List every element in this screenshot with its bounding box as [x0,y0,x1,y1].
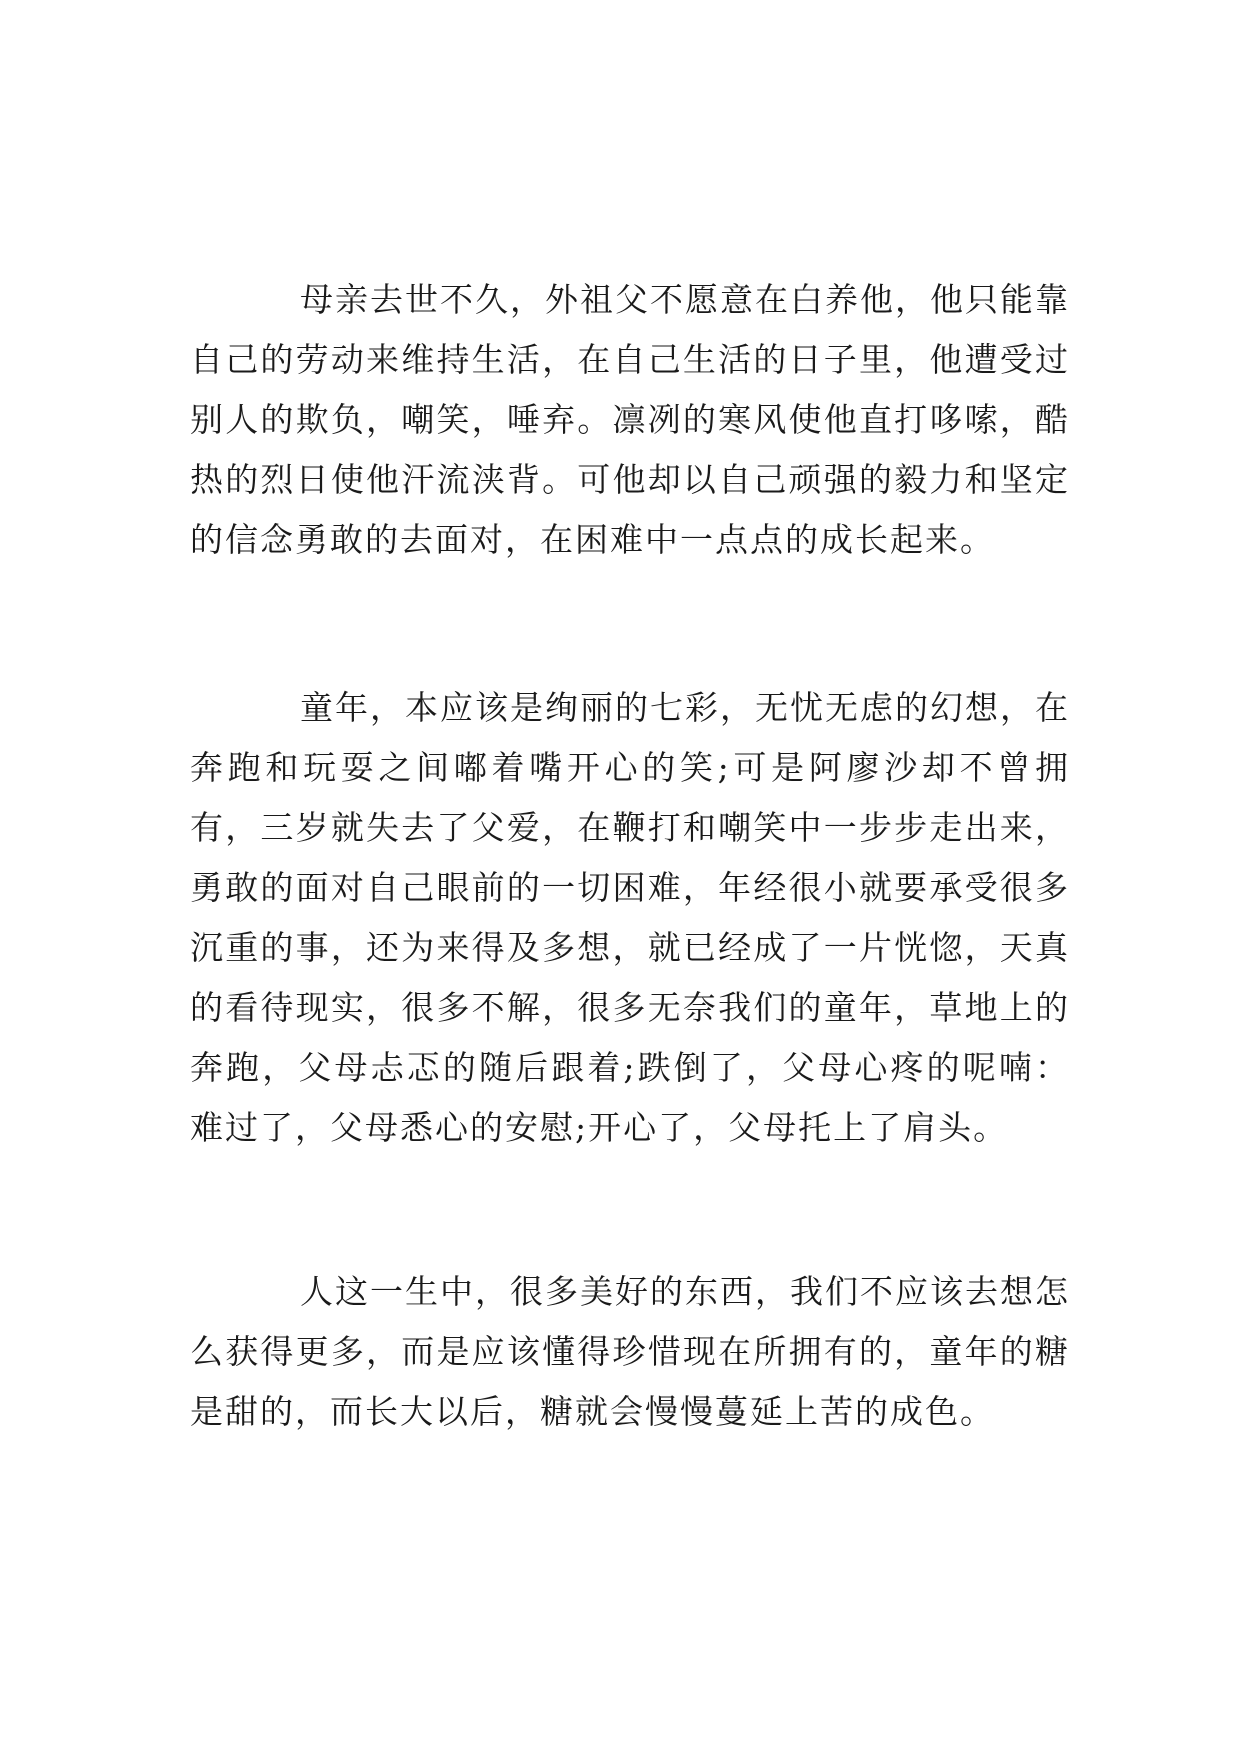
paragraph-1: 母亲去世不久，外祖父不愿意在白养他，他只能靠自己的劳动来维持生活，在自己生活的日子里，他遭受过别人的欺负，嘲笑，唾弃。凛冽的寒风使他直打哆嗦，酷热的烈日使他汗流浃背。可他却以自己顽强的毅力和坚定的信念勇敢的去面对，在困难中一点点的成长起来。 [190,280,1070,559]
paragraph-3: 人这一生中，很多美好的东西，我们不应该去想怎么获得更多，而是应该懂得珍惜现在所拥有的，童年的糖是甜的，而长大以后，糖就会慢慢蔓延上苦的成色。 [190,1272,1070,1431]
paragraph-2: 童年，本应该是绚丽的七彩，无忧无虑的幻想，在奔跑和玩耍之间嘟着嘴开心的笑;可是阿廖沙却不曾拥有，三岁就失去了父爱，在鞭打和嘲笑中一步步走出来，勇敢的面对自己眼前的一切困难，年经很小就要承受很多沉重的事，还为来得及多想，就已经成了一片恍惚，天真的看待现实，很多不解，很多无奈我们的童年，草地上的奔跑，父母忐忑的随后跟着;跌倒了，父母心疼的呢喃：难过了，父母悉心的安慰;开心了，父母托上了肩头。 [190,688,1070,1147]
